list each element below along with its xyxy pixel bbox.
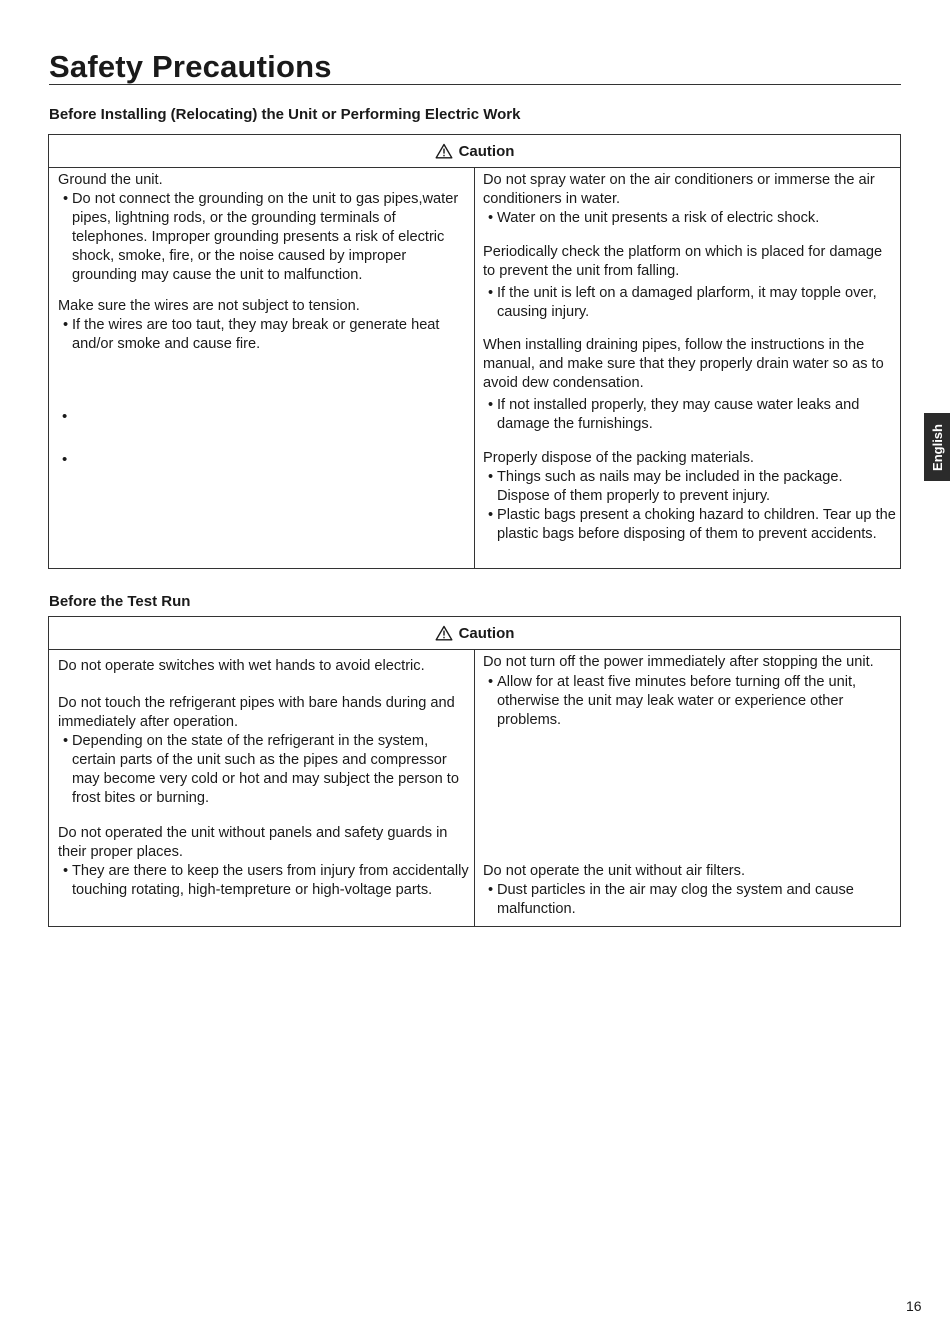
caution-table-installing — [48, 134, 901, 569]
page-number: 16 — [906, 1298, 922, 1314]
empty-bullet-marker: • — [62, 451, 68, 468]
precaution-block — [58, 297, 470, 354]
caution-header — [49, 617, 900, 650]
caution-column-left — [49, 168, 475, 568]
precaution-bullet: • If the unit is left on a damaged plarform, it may topple over, causing injury. — [488, 285, 877, 320]
precaution-block — [483, 243, 896, 322]
precaution-heading: Do not spray water on the air conditioners or immerse the air conditioners in water. — [483, 172, 875, 207]
precaution-bullet: • If the wires are too taut, they may break or generate heat and/or smoke and cause fire. — [63, 317, 440, 352]
precaution-bullet: • If not installed properly, they may cause water leaks and damage the furnishings. — [488, 397, 860, 432]
caution-column-left — [49, 650, 475, 926]
precaution-bullet: • Water on the unit presents a risk of electric shock. — [488, 210, 820, 226]
precaution-heading: When installing draining pipes, follow the instructions in the manual, and make sure that they properly drain water so as to avoid dew condensation. — [483, 337, 884, 391]
precaution-block — [58, 171, 470, 285]
warning-triangle-icon — [435, 625, 453, 641]
precaution-bullet: • They are there to keep the users from injury from accidentally touching rotating, high-tempreture or high-voltage parts. — [63, 863, 469, 898]
precaution-block — [483, 862, 896, 919]
precaution-heading: Properly dispose of the packing materials. — [483, 450, 754, 466]
caution-header — [49, 135, 900, 168]
title-divider — [49, 84, 901, 85]
caution-label: Caution — [458, 624, 515, 642]
precaution-heading: Ground the unit. — [58, 172, 163, 188]
precaution-heading: Do not operate the unit without air filters. — [483, 863, 746, 879]
precaution-bullet: • Allow for at least five minutes before turning off the unit, otherwise the unit may leak water or experience other problems. — [488, 674, 857, 728]
precaution-block — [483, 449, 896, 544]
caution-label: Caution — [458, 142, 515, 160]
precaution-block — [483, 336, 896, 434]
page-title: Safety Precautions — [49, 49, 332, 84]
precaution-bullet: • Plastic bags present a choking hazard to children. Tear up the plastic bags before disposing of them to prevent accidents. — [488, 507, 896, 542]
precaution-heading: Do not operate switches with wet hands to avoid electric. — [58, 658, 425, 674]
precaution-bullet: • Things such as nails may be included in the package. Dispose of them properly to prevent injury. — [488, 469, 843, 504]
precaution-bullet: • Do not connect the grounding on the unit to gas pipes,water pipes, lightning rods, or the grounding terminals of telephones. Improper grounding presents a risk of electric shock, smoke, fire, or the noise caused by improper grounding may cause the unit to malfunction. — [63, 191, 459, 283]
precaution-block — [483, 171, 896, 228]
precaution-bullet: • Dust particles in the air may clog the system and cause malfunction. — [488, 882, 854, 917]
language-tab-label: English — [929, 423, 945, 471]
section-heading-test-run: Before the Test Run — [49, 593, 191, 610]
precaution-block — [58, 657, 470, 676]
precaution-heading: Do not touch the refrigerant pipes with bare hands during and immediately after operation. — [58, 695, 455, 730]
caution-column-right — [475, 650, 900, 926]
precaution-heading: Do not turn off the power immediately after stopping the unit. — [483, 654, 874, 670]
precaution-block — [58, 824, 470, 900]
precaution-block — [483, 653, 896, 730]
precaution-bullet: • Depending on the state of the refrigerant in the system, certain parts of the unit such as the pipes and compressor may become very cold or hot and may subject the person to frost bites or burning. — [63, 733, 459, 806]
precaution-heading: Do not operated the unit without panels and safety guards in their proper places. — [58, 825, 448, 860]
caution-table-test-run — [48, 616, 901, 927]
precaution-heading: Periodically check the platform on which is placed for damage to prevent the unit from falling. — [483, 244, 883, 279]
caution-column-right — [475, 168, 900, 568]
precaution-heading: Make sure the wires are not subject to tension. — [58, 298, 360, 314]
precaution-block — [58, 694, 470, 808]
warning-triangle-icon — [435, 143, 453, 159]
section-heading-installing: Before Installing (Relocating) the Unit or Performing Electric Work — [49, 106, 521, 123]
empty-bullet-marker: • — [62, 408, 68, 425]
language-tab — [924, 413, 950, 481]
